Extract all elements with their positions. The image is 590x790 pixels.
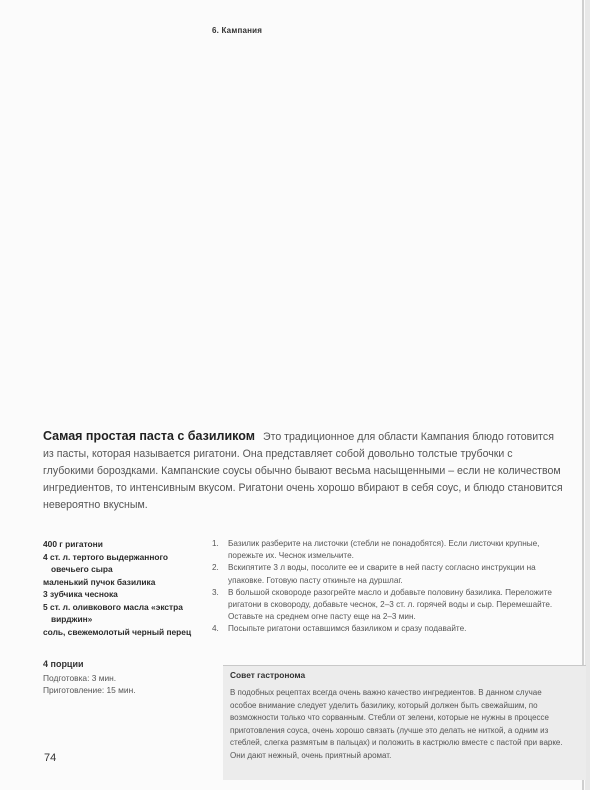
step-item — [212, 538, 562, 562]
tip-heading: Совет гастронома — [230, 670, 306, 680]
prep-time: Подготовка: 3 мин. — [43, 672, 117, 683]
recipe-intro — [43, 428, 563, 514]
step-item — [212, 587, 562, 624]
ingredient-item: вирджин» — [51, 614, 93, 624]
ingredients-list — [43, 538, 203, 638]
ingredient-item: 5 ст. л. оливкового масла «экстра — [43, 601, 183, 612]
ingredient-item: 400 г ригатони — [43, 539, 103, 549]
portions-block — [43, 658, 203, 697]
recipe-intro-text: Это традиционное для области Кампания блюдо готовится из пасты, которая называется ригатони. Она представляет собой довольно толстые трубочки с глубокими бороздками. Кампанские соусы обычно бывают весьма насыщенными – если не количеством ингредиентов, то интенсивным вкусом. Ригатони очень хорошо вбирают в себя соус, и блюдо становится невероятно вкусным. — [43, 431, 563, 511]
step-item — [212, 562, 562, 586]
step-number: 2. — [212, 563, 219, 573]
recipe-title: Самая простая паста с базиликом — [43, 429, 255, 443]
ingredient-item: овечьего сыра — [51, 564, 113, 574]
chef-tip-box — [223, 665, 586, 780]
ingredient-item: соль, свежемолотый черный перец — [43, 626, 192, 637]
page-number: 74 — [44, 752, 57, 764]
step-text: В большой сковороде разогрейте масло и добавьте половину базилика. Переложите ригатони в сковороду, добавьте чеснок, 2–3 ст. л. горячей воды и сыр. Перемешайте. Оставьте на среднем огне пасту еще на 2–3 мин. — [228, 587, 553, 622]
step-number: 1. — [212, 539, 219, 548]
ingredient-item: 3 зубчика чеснока — [43, 589, 118, 599]
recipe-steps — [212, 538, 562, 636]
step-number: 4. — [212, 624, 219, 634]
step-text: Вскипятите 3 л воды, посолите ее и сварите в ней пасту согласно инструкции на упаковке. Готовую пасту откиньте на дуршлаг. — [228, 563, 536, 585]
step-item — [212, 623, 562, 635]
portions-count: 4 порции — [43, 659, 84, 669]
running-head: 6. Кампания — [212, 26, 263, 35]
tip-text: В подобных рецептах всегда очень важно качество ингредиентов. В данном случае особое внимание следует уделить базилику, который должен быть свежайшим, по возможности только что сорванным. Стебли от зелени, которые не нужны в процессе приготовления соуса, очень хорошо связать (лучше это делать не ниткой, а одним из стеблей, слегка размятым в пальцах) и положить в кастрюлю вместе с пастой при варке. Они дают нежный, очень приятный аромат. — [230, 688, 563, 760]
cook-time: Приготовление: 15 мин. — [43, 685, 136, 695]
step-text: Базилик разберите на листочки (стебли не понадобятся). Если листочки крупные, порежьте их. Чеснок измельчите. — [228, 539, 540, 561]
ingredient-item: маленький пучок базилика — [43, 576, 156, 587]
ingredient-item: 4 ст. л. тертого выдержанного — [43, 551, 169, 562]
step-text: Посыпьте ригатони оставшимся базиликом и сразу подавайте. — [228, 624, 467, 634]
step-number: 3. — [212, 587, 219, 597]
